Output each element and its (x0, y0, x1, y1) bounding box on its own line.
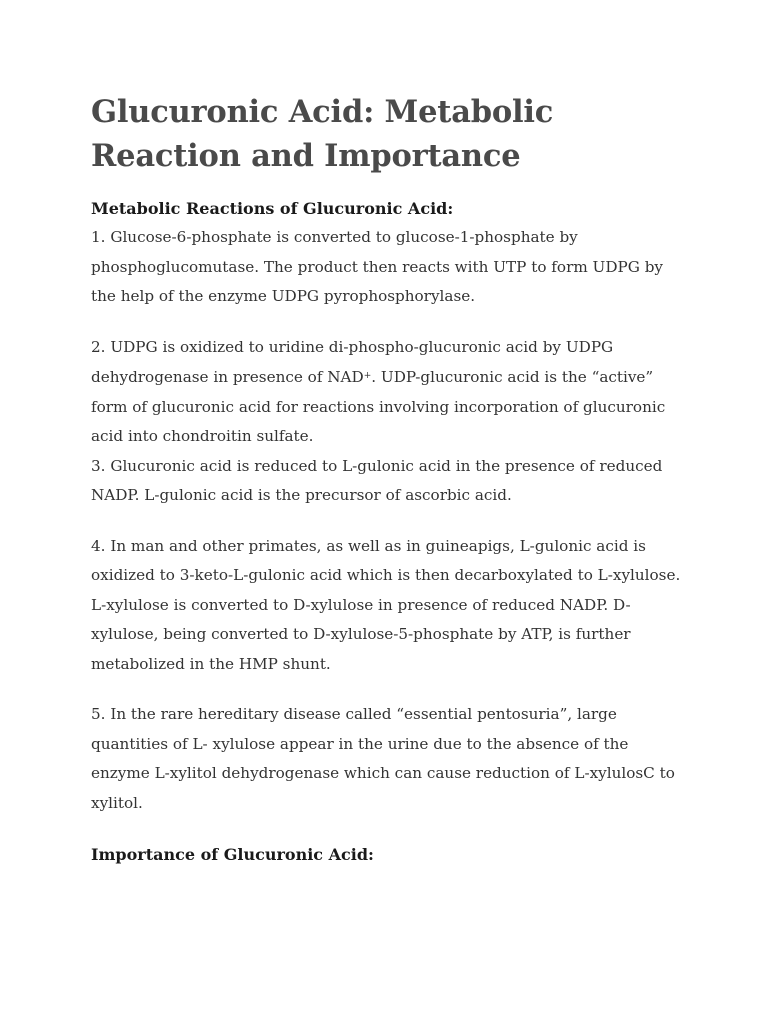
article (91, 90, 691, 869)
paragraph-2 (91, 333, 691, 452)
section-heading-importance: Importance of Glucuronic Acid: (91, 845, 374, 864)
paragraph-2-text-end: . UDP-glucuronic acid is the “active” form of glucuronic acid for reactions involving incorporation of glucuronic acid into chondroitin sulfate. (91, 368, 666, 445)
paragraph-3: 3. Glucuronic acid is reduced to L-gulonic acid in the presence of reduced NADP. L-gulonic acid is the precursor of ascorbic acid. (91, 456, 663, 504)
section-heading-metabolic-reactions: Metabolic Reactions of Glucuronic Acid: (91, 199, 454, 218)
paragraph-2-text-start: 2. UDPG is oxidized to uridine di-phospho-glucuronic acid by UDPG dehydrogenase in presence of NAD (91, 337, 614, 386)
article-title: Glucuronic Acid: Metabolic Reaction and Importance (91, 94, 554, 174)
paragraph-1: 1. Glucose-6-phosphate is converted to glucose-1-phosphate by phosphoglucomutase. The product then reacts with UTP to form UDPG by the help of the enzyme UDPG pyrophosphorylase. (91, 228, 664, 305)
paragraph-5: 5. In the rare hereditary disease called “essential pentosuria”, large quantities of L- xylulose appear in the urine due to the absence of the enzyme L-xylitol dehydrogenase which can cause reduction of L-xylulosC to xylitol. (91, 705, 675, 812)
paragraph-4: 4. In man and other primates, as well as in guineapigs, L-gulonic acid is oxidized to 3-keto-L-gulonic acid which is then decarboxylated to L-xylulose. L-xylulose is converted to D-xylulose in presence of reduced NADP. D-xylulose, being converted to D-xylulose-5-phosphate by ATP, is further metabolized in the HMP shunt. (91, 536, 681, 673)
nad-superscript: + (363, 371, 372, 381)
